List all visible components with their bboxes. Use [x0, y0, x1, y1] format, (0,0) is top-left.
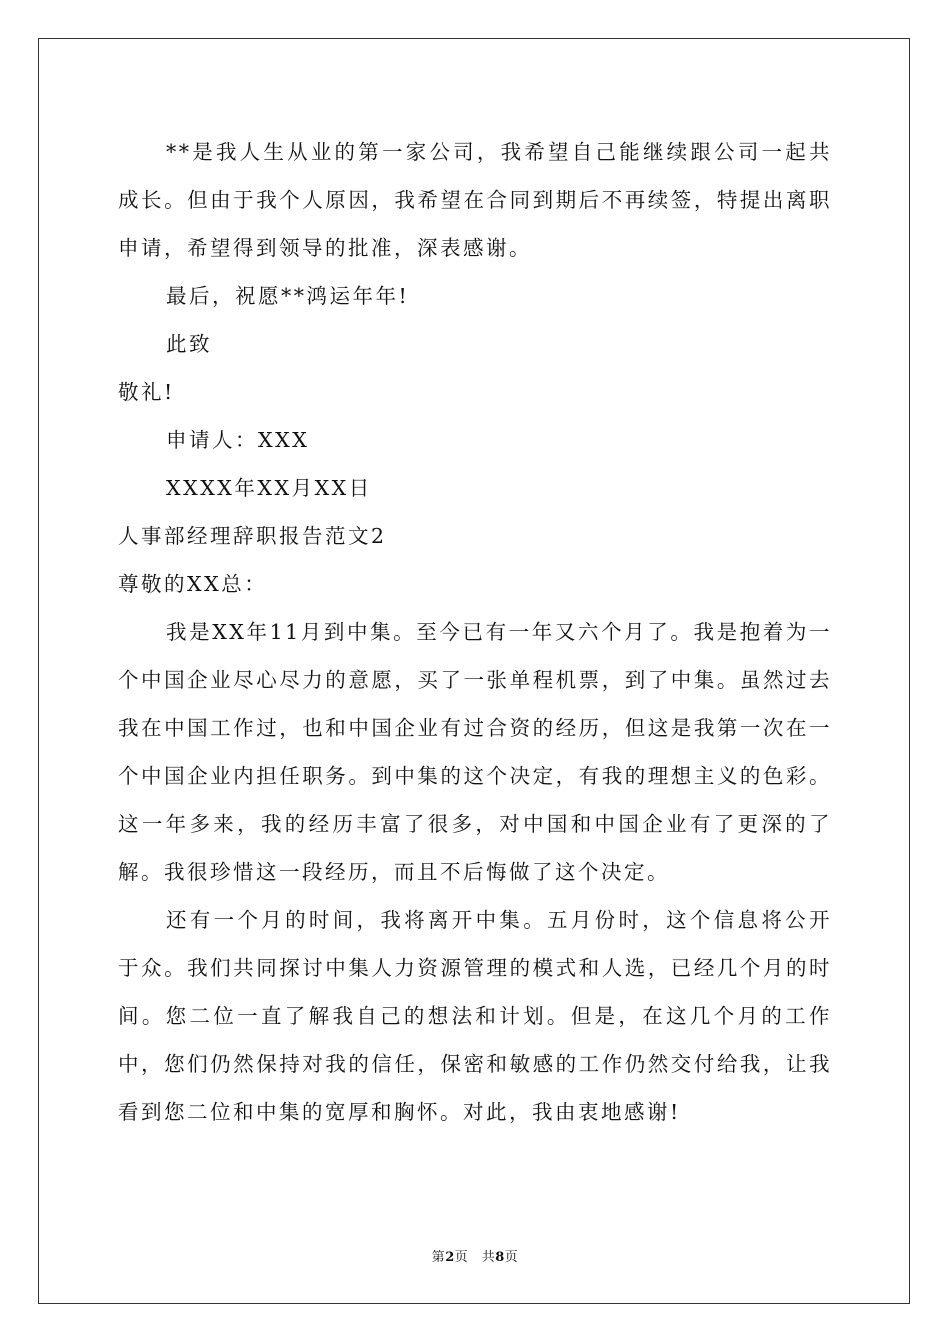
- paragraph-1: **是我人生从业的第一家公司，我希望自己能继续跟公司一起共成长。但由于我个人原因，我希望在合同到期后不再续签，特提出离职申请，希望得到领导的批准，深表感谢。: [118, 140, 832, 260]
- page-footer: [0, 1246, 950, 1265]
- document-body: [118, 128, 832, 1136]
- paragraph-3: 此致: [166, 332, 212, 356]
- paragraph-4: 敬礼!: [118, 380, 175, 404]
- section-title: 人事部经理辞职报告范文2: [118, 524, 387, 548]
- applicant-line: 申请人：XXX: [166, 428, 310, 452]
- paragraph-9: 我是XX年11月到中集。至今已有一年又六个月了。我是抱着为一个中国企业尽心尽力的意愿，买了一张单程机票，到了中集。虽然过去我在中国工作过，也和中国企业有过合资的经历，但这是我第一次在一个中国企业内担任职务。到中集的这个决定，有我的理想主义的色彩。这一年多来，我的经历丰富了很多，对中国和中国企业有了更深的了解。我很珍惜这一段经历，而且不后悔做了这个决定。: [118, 620, 832, 884]
- paragraph-10: 还有一个月的时间，我将离开中集。五月份时，这个信息将公开于众。我们共同探讨中集人力资源管理的模式和人选，已经几个月的时间。您二位一直了解我自己的想法和计划。但是，在这几个月的工作中，您们仍然保持对我的信任，保密和敏感的工作仍然交付给我，让我看到您二位和中集的宽厚和胸怀。对此，我由衷地感谢!: [118, 908, 832, 1124]
- footer-total-pages: 8: [495, 1250, 505, 1265]
- paragraph-2: 最后，祝愿**鸿运年年!: [166, 284, 410, 308]
- salutation: 尊敬的XX总：: [118, 572, 268, 596]
- date-line: XXXX年XX月XX日: [166, 476, 372, 500]
- footer-prefix: 第: [431, 1250, 446, 1265]
- footer-current-page: 2: [445, 1250, 455, 1265]
- footer-suffix: 页: [504, 1250, 519, 1265]
- footer-mid: 页 共: [454, 1250, 496, 1265]
